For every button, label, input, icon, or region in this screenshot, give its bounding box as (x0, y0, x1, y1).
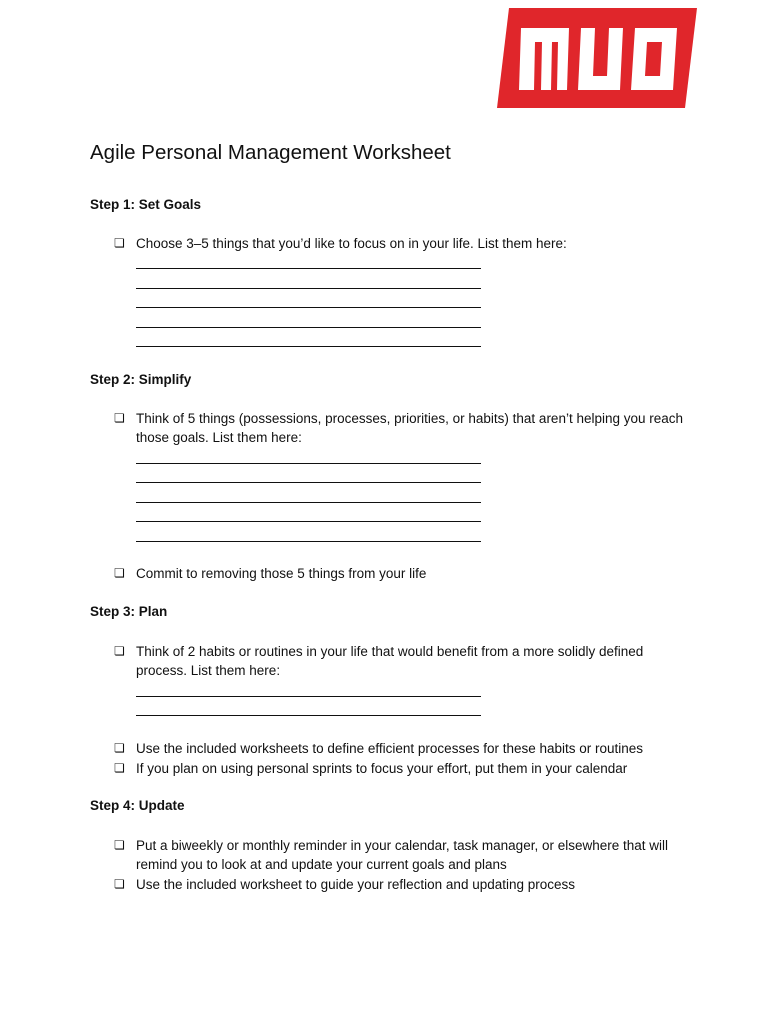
item-text: Think of 5 things (possessions, processes, priorities, or habits) that aren’t helping you reach those goals. List them here: (136, 411, 684, 445)
step-3-item-2 (114, 739, 694, 758)
checkbox-icon: ❏ (114, 761, 125, 775)
page-title: Agile Personal Management Worksheet (90, 141, 451, 164)
item-text: Put a biweekly or monthly reminder in your calendar, task manager, or elsewhere that will remind you to look at and update your current goals and plans (136, 838, 669, 872)
checkbox-icon: ❏ (114, 411, 125, 425)
step-2-item-2 (114, 564, 694, 583)
checkbox-icon: ❏ (114, 741, 125, 755)
blank-line (136, 715, 481, 716)
checkbox-icon: ❏ (114, 838, 125, 852)
item-text: Use the included worksheets to define efficient processes for these habits or routines (136, 741, 644, 756)
step-4-item-2 (114, 875, 694, 894)
checkbox-icon: ❏ (114, 236, 125, 250)
step-4-item-1 (114, 836, 694, 874)
blank-line (136, 502, 481, 503)
step-2-item-1 (114, 409, 694, 447)
step-3-item-1 (114, 642, 694, 680)
item-text: Commit to removing those 5 things from your life (136, 566, 427, 581)
item-text: If you plan on using personal sprints to focus your effort, put them in your calendar (136, 761, 628, 776)
step-3-heading: Step 3: Plan (90, 604, 168, 619)
blank-line (136, 327, 481, 328)
item-text: Think of 2 habits or routines in your life that would benefit from a more solidly defined process. List them here: (136, 644, 644, 678)
blank-line (136, 346, 481, 347)
logo-letter-m (519, 28, 569, 90)
blank-line (136, 521, 481, 522)
blank-line (136, 463, 481, 464)
step-1-item-1 (114, 234, 694, 253)
checkbox-icon: ❏ (114, 644, 125, 658)
blank-line (136, 307, 481, 308)
step-3-item-3 (114, 759, 694, 778)
item-text: Use the included worksheet to guide your reflection and updating process (136, 877, 576, 892)
blank-line (136, 541, 481, 542)
step-2-heading: Step 2: Simplify (90, 372, 192, 387)
checkbox-icon: ❏ (114, 877, 125, 891)
blank-line (136, 288, 481, 289)
step-1-heading: Step 1: Set Goals (90, 197, 202, 212)
checkbox-icon: ❏ (114, 566, 125, 580)
blank-line (136, 482, 481, 483)
blank-line (136, 696, 481, 697)
item-text: Choose 3–5 things that you’d like to focus on in your life. List them here: (136, 236, 567, 251)
blank-line (136, 268, 481, 269)
step-4-heading: Step 4: Update (90, 798, 185, 813)
muo-logo (497, 8, 697, 108)
